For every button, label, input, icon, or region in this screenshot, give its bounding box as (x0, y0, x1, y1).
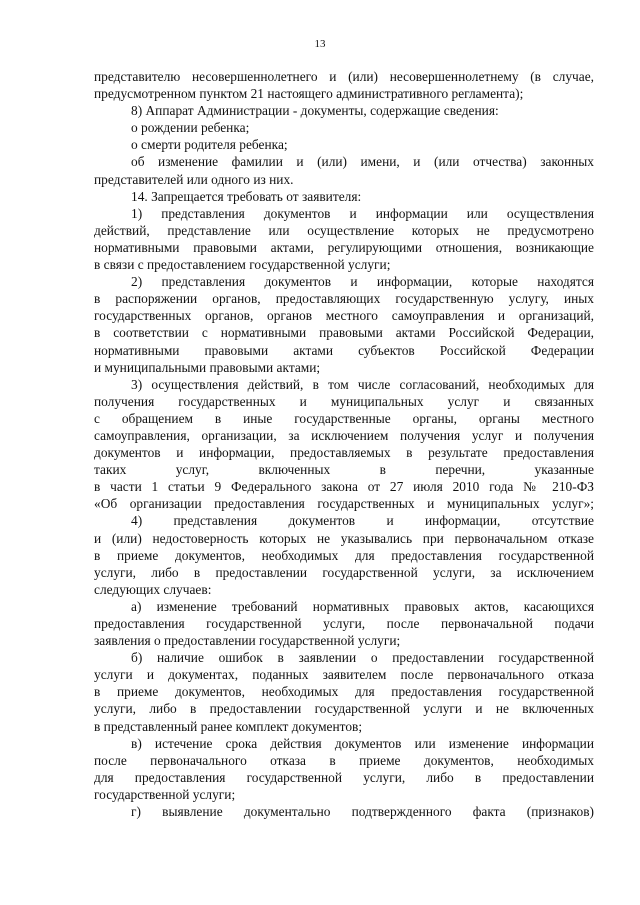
text-line: документов и информации, предоставляемых в результате предоставления (94, 445, 594, 461)
text-line: в) истечение срока действия документов или изменение информации (131, 735, 594, 751)
text-line: в приеме документов, необходимых для предоставления государственной (94, 684, 594, 700)
text-line: и муниципальными правовыми актами; (94, 359, 321, 375)
text-line: нормативными правовыми актами, регулирующими отношения, возникающие (94, 239, 594, 255)
text-line: предоставления государственной услуги, после первоначальной подачи (94, 616, 594, 631)
text-line: о рождении ребенка; (131, 120, 250, 136)
text-line: о смерти родителя ребенка; (131, 137, 288, 153)
text-line: «Об организации предоставления государственных и муниципальных услуг»; (94, 496, 594, 512)
text-line: действий, представление или осуществление которых не предусмотрено (94, 222, 594, 238)
page-number: 13 (314, 38, 326, 50)
text-line: самоуправления, организации, за исключением получения услуг и получения (94, 427, 594, 443)
text-line: для предоставления государственной услуги, либо в предоставлении (94, 769, 594, 785)
text-line: в распоряжении органов, предоставляющих государственную услугу, иных (94, 291, 594, 307)
text-line: с обращением в иные государственные органы, органы местного (94, 410, 594, 426)
text-line: в приеме документов, необходимых для предоставления государственной (94, 547, 594, 563)
text-line: г) выявление документально подтвержденного факта (признаков) (131, 804, 594, 820)
text-line: представителю несовершеннолетнего и (или) несовершеннолетнему (в случае, (94, 69, 594, 84)
text-line: представителей или одного из них. (94, 171, 294, 187)
text-line: в соответствии с нормативными правовыми актами Российской Федерации, (94, 325, 594, 341)
text-line: заявления о предоставлении государственной услуги; (94, 633, 401, 649)
text-line: государственных органов, органов местного самоуправления и организаций, (94, 308, 594, 324)
text-line: услуги, либо в предоставлении государственной услуги, за исключением (94, 564, 594, 580)
text-line: 14. Запрещается требовать от заявителя: (131, 188, 362, 204)
text-line: б) наличие ошибок в заявлении о предоставлении государственной (131, 650, 594, 666)
text-line: 1) представления документов и информации или осуществления (131, 205, 594, 221)
text-line: после первоначального отказа в приеме документов, необходимых (94, 752, 594, 768)
document-body (94, 68, 594, 820)
text-line: следующих случаев: (94, 581, 212, 597)
text-line: об изменение фамилии и (или) имени, и (или отчества) законных (131, 154, 594, 170)
text-line: получения государственных и муниципальных услуг и связанных (94, 393, 594, 409)
text-line: и (или) недостоверность которых не указывались при первоначальном отказе (94, 530, 594, 546)
text-line: в связи с предоставлением государственной услуги; (94, 257, 391, 273)
text-line: услуги, либо в предоставлении государственной услуги и не включенных (94, 701, 594, 717)
text-line: таких услуг, включенных в перечни, указанные (94, 462, 594, 478)
text-line: 2) представления документов и информации, которые находятся (131, 274, 594, 290)
text-line: 4) представления документов и информации, отсутствие (131, 513, 594, 529)
text-line: услуги и документах, поданных заявителем после первоначального отказа (94, 667, 594, 683)
text-line: государственной услуги; (94, 786, 236, 802)
text-line: 3) осуществления действий, в том числе согласований, необходимых для (131, 376, 594, 392)
text-line: предусмотренном пунктом 21 настоящего административного регламента); (94, 86, 524, 102)
text-line: в части 1 статьи 9 Федерального закона от 27 июля 2010 года № 210-ФЗ (94, 479, 594, 495)
text-line: 8) Аппарат Администрации - документы, содержащие сведения: (131, 103, 499, 119)
text-line: нормативными правовыми актами субъектов Российской Федерации (94, 342, 594, 358)
text-line: в представленный ранее комплект документов; (94, 718, 363, 734)
text-line: а) изменение требований нормативных правовых актов, касающихся (131, 598, 594, 614)
